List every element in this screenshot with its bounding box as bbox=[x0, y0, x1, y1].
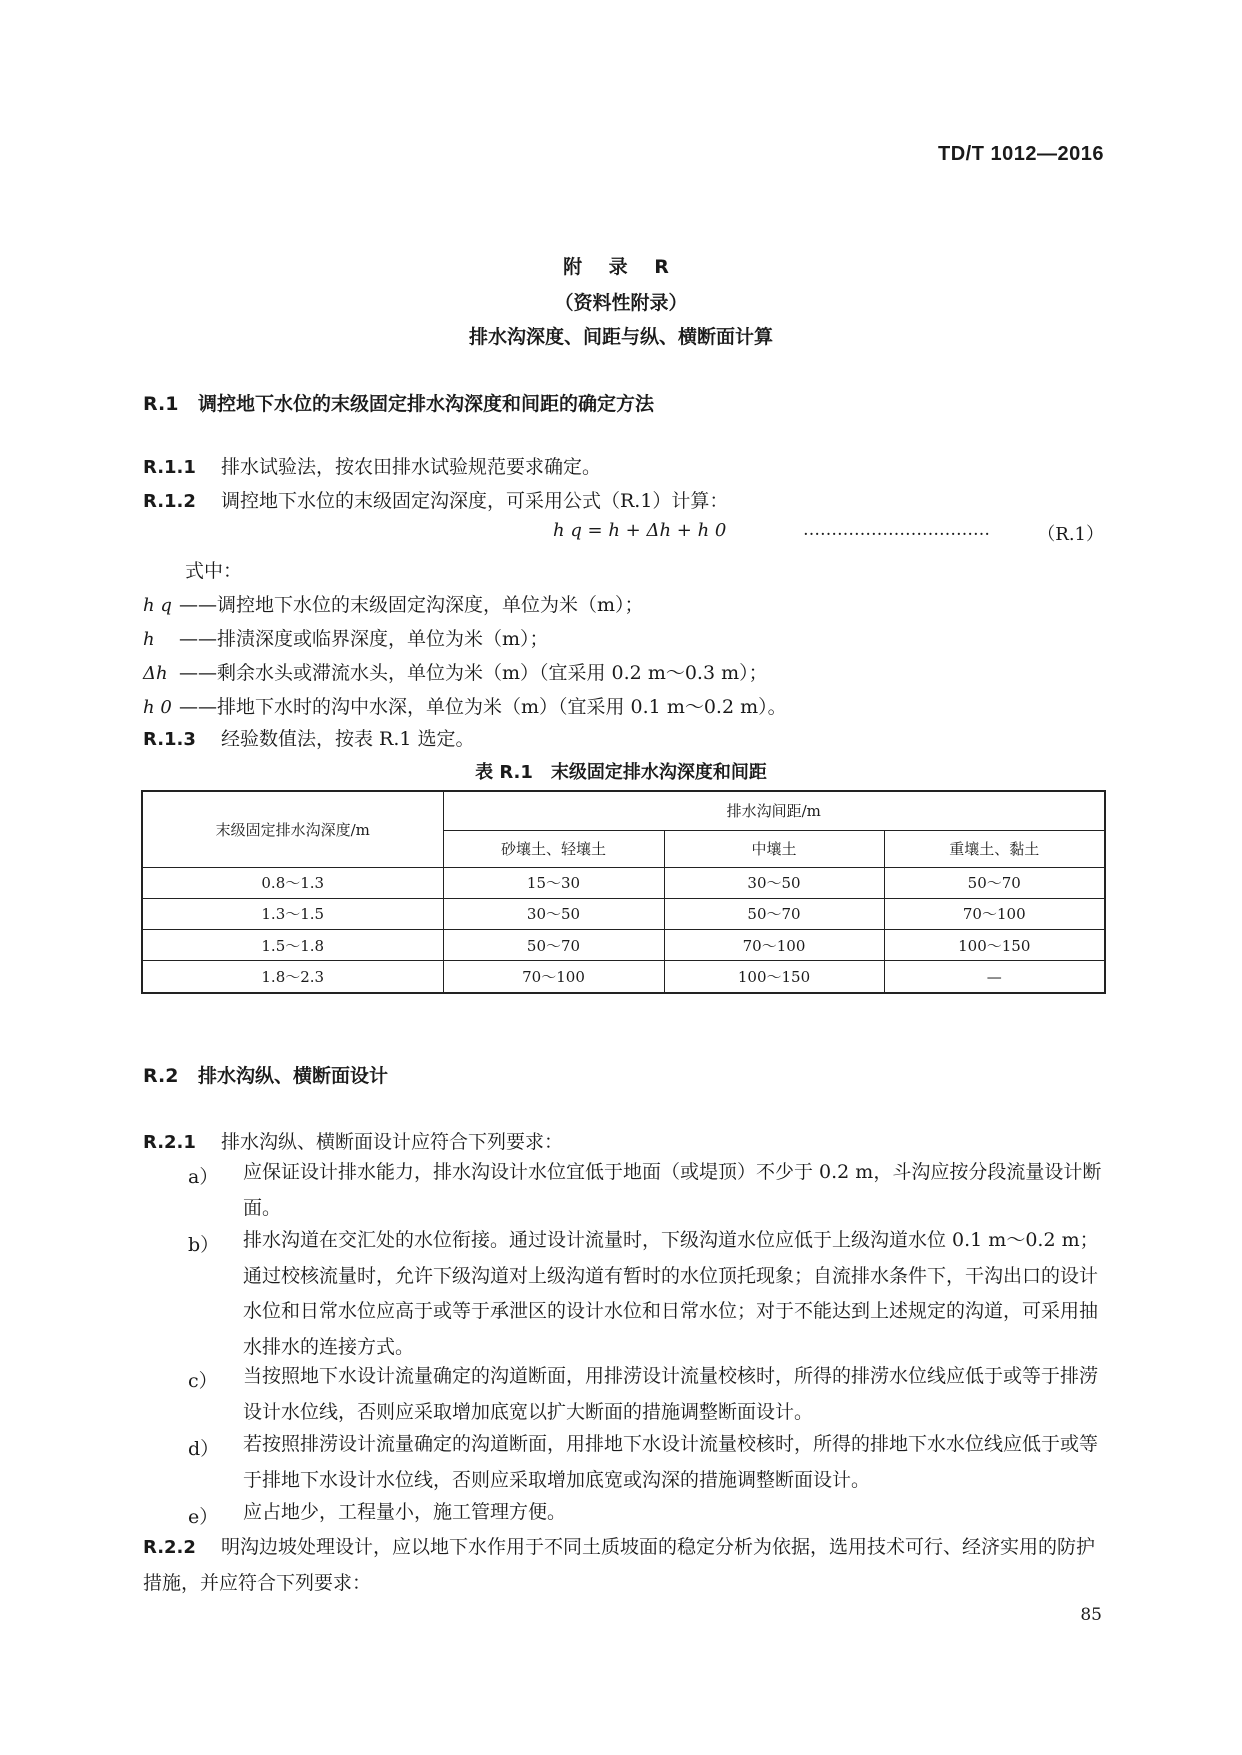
table-cell: — bbox=[884, 961, 1105, 993]
definition-symbol: Δh bbox=[143, 663, 168, 684]
definition-text: ——剩余水头或滞流水头，单位为米（m）（宜采用 0.2 m～0.3 m）； bbox=[179, 662, 768, 684]
definition-item bbox=[143, 692, 787, 719]
standard-code: TD/T 1012—2016 bbox=[938, 143, 1104, 165]
clause-text: 明沟边坡处理设计，应以地下水作用于不同土质坡面的稳定分析为依据，选用技术可行、经济实用的防护措施，并应符合下列要求： bbox=[143, 1536, 1096, 1594]
table-subheader: 重壤土、黏土 bbox=[884, 830, 1105, 867]
table-cell: 0.8～1.3 bbox=[142, 867, 443, 898]
section-r2-heading bbox=[143, 1061, 388, 1088]
list-item-label: e） bbox=[188, 1506, 219, 1528]
table-cell: 100～150 bbox=[884, 930, 1105, 961]
list-item-label: b） bbox=[188, 1234, 220, 1256]
clause-number: R.1.1 bbox=[143, 457, 196, 478]
appendix-type: （资料性附录） bbox=[554, 292, 688, 314]
appendix-title: 排水沟深度、间距与纵、横断面计算 bbox=[468, 326, 773, 348]
definition-text: ——调控地下水位的末级固定沟深度，单位为米（m）； bbox=[179, 594, 644, 616]
table-cell: 50～70 bbox=[443, 930, 664, 961]
table-header-depth: 末级固定排水沟深度/m bbox=[142, 791, 443, 867]
table-cell: 70～100 bbox=[443, 961, 664, 993]
table-title: 表 R.1 末级固定排水沟深度和间距 bbox=[475, 762, 767, 783]
clause-r2-1 bbox=[143, 1127, 563, 1154]
definition-item bbox=[143, 624, 549, 651]
section-r1-heading bbox=[143, 389, 654, 416]
table-subheader: 中壤土 bbox=[664, 830, 884, 867]
list-item-text: 应占地少，工程量小，施工管理方便。 bbox=[243, 1501, 567, 1523]
table-cell: 70～100 bbox=[884, 898, 1105, 929]
section-number: R.1 bbox=[143, 393, 179, 415]
table-subheader: 砂壤土、轻壤土 bbox=[443, 830, 664, 867]
clause-text: 经验数值法，按表 R.1 选定。 bbox=[221, 728, 475, 750]
table-cell: 50～70 bbox=[884, 867, 1105, 898]
definition-symbol: h bbox=[143, 629, 155, 650]
definition-text: ——排地下水时的沟中水深，单位为米（m）（宜采用 0.1 m～0.2 m）。 bbox=[179, 696, 787, 718]
table-cell: 15～30 bbox=[443, 867, 664, 898]
formula-r1: h q = h + Δh + h 0 bbox=[553, 520, 727, 541]
clause-number: R.2.1 bbox=[143, 1132, 196, 1153]
clause-r1-1 bbox=[143, 452, 601, 479]
table-row bbox=[142, 961, 1105, 993]
clause-number: R.1.3 bbox=[143, 729, 196, 750]
table-r1 bbox=[141, 790, 1106, 994]
list-item-text: 当按照地下水设计流量确定的沟道断面，用排涝设计流量校核时，所得的排涝水位线应低于或等于排涝设计水位线，否则应采取增加底宽以扩大断面的措施调整断面设计。 bbox=[243, 1365, 1099, 1423]
formula-reference: （R.1） bbox=[1037, 524, 1104, 545]
section-number: R.2 bbox=[143, 1065, 179, 1087]
definition-item bbox=[143, 658, 768, 685]
appendix-label: 附 录 R bbox=[563, 256, 679, 278]
list-item-label: d） bbox=[188, 1438, 220, 1460]
table-cell: 100～150 bbox=[664, 961, 884, 993]
section-title: 排水沟纵、横断面设计 bbox=[198, 1065, 389, 1087]
list-item-text: 排水沟道在交汇处的水位衔接。通过设计流量时，下级沟道水位应低于上级沟道水位 0.1 m～0.2 m；通过校核流量时，允许下级沟道对上级沟道有暂时的水位顶托现象；自流排水条件下，干沟出口的设计水位和日常水位应高于或等于承泄区的设计水位和日常水位；对于不能达到上述规定的沟道，可采用抽水排水的连接方式。 bbox=[243, 1229, 1099, 1358]
clause-text: 排水沟纵、横断面设计应符合下列要求： bbox=[221, 1131, 564, 1153]
table-row bbox=[142, 867, 1105, 898]
definition-symbol: h q bbox=[143, 595, 172, 616]
page-number: 85 bbox=[1080, 1605, 1102, 1625]
clause-r1-2 bbox=[143, 486, 728, 513]
where-label: 式中： bbox=[185, 560, 243, 582]
list-item-text: 若按照排涝设计流量确定的沟道断面，用排地下水设计流量校核时，所得的排地下水水位线应低于或等于排地下水设计水位线，否则应采取增加底宽或沟深的措施调整断面设计。 bbox=[243, 1433, 1099, 1491]
formula-leader-dots: …………………………… bbox=[803, 520, 990, 540]
section-title: 调控地下水位的末级固定排水沟深度和间距的确定方法 bbox=[198, 393, 655, 415]
list-item-text: 应保证设计排水能力，排水沟设计水位宜低于地面（或堤顶）不少于 0.2 m，斗沟应按分段流量设计断面。 bbox=[243, 1161, 1102, 1219]
clause-number: R.2.2 bbox=[143, 1537, 196, 1558]
table-cell: 30～50 bbox=[664, 867, 884, 898]
definition-symbol: h 0 bbox=[143, 697, 172, 718]
clause-number: R.1.2 bbox=[143, 491, 196, 512]
table-cell: 50～70 bbox=[664, 898, 884, 929]
table-cell: 1.5～1.8 bbox=[142, 930, 443, 961]
clause-text: 排水试验法，按农田排水试验规范要求确定。 bbox=[221, 456, 602, 478]
table-cell: 1.3～1.5 bbox=[142, 898, 443, 929]
clause-r2-2 bbox=[143, 1530, 1098, 1601]
table-cell: 30～50 bbox=[443, 898, 664, 929]
table-row bbox=[142, 898, 1105, 929]
table-row bbox=[142, 930, 1105, 961]
clause-text: 调控地下水位的末级固定沟深度，可采用公式（R.1）计算： bbox=[221, 490, 729, 512]
definition-text: ——排渍深度或临界深度，单位为米（m）； bbox=[179, 628, 549, 650]
list-item-label: c） bbox=[188, 1370, 218, 1392]
table-cell: 1.8～2.3 bbox=[142, 961, 443, 993]
clause-r1-3 bbox=[143, 724, 475, 751]
table-header-spacing: 排水沟间距/m bbox=[443, 791, 1105, 830]
table-cell: 70～100 bbox=[664, 930, 884, 961]
definition-item bbox=[143, 590, 644, 617]
list-item-label: a） bbox=[188, 1166, 219, 1188]
